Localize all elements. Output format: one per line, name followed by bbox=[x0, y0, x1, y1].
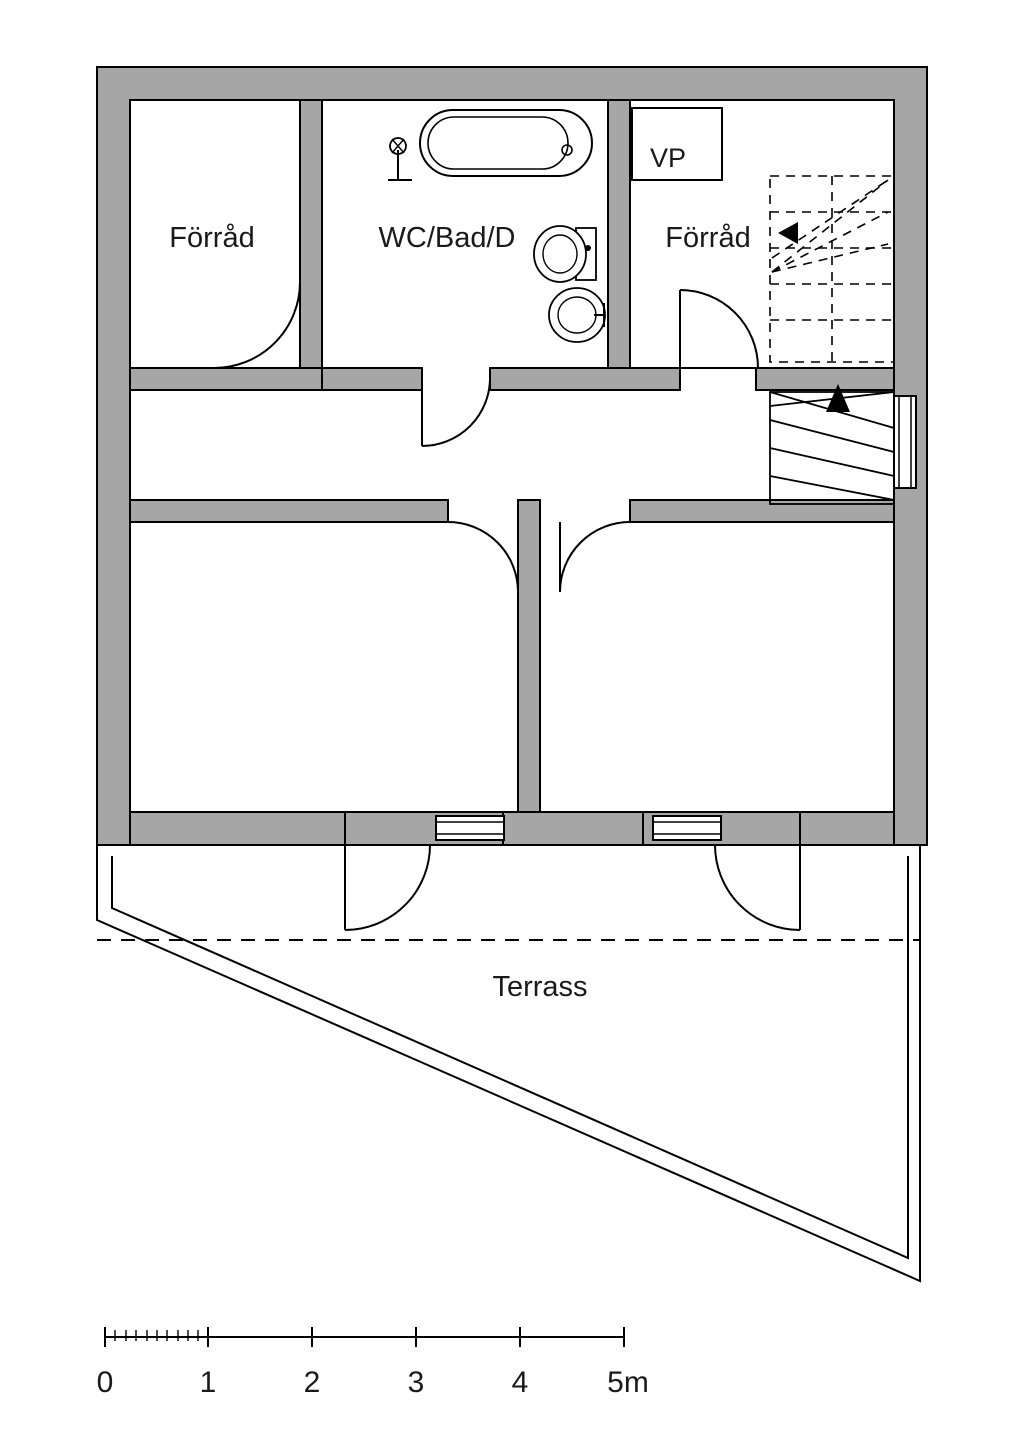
window-south-right bbox=[653, 816, 721, 840]
room-label-terrace: Terrass bbox=[492, 971, 588, 1003]
washbasin-icon bbox=[549, 288, 605, 342]
scale-bar-labels bbox=[97, 1366, 649, 1399]
terrace-outline bbox=[97, 845, 920, 1281]
room-label-storage-left: Förråd bbox=[169, 222, 255, 254]
stair-upper-dashed bbox=[770, 176, 894, 362]
heat-pump-label: VP bbox=[649, 143, 687, 173]
wall-center-lower bbox=[518, 500, 540, 812]
windows bbox=[436, 396, 916, 840]
wall-south-right bbox=[800, 812, 894, 845]
door-bathroom bbox=[422, 378, 490, 446]
door-terrace-right bbox=[715, 845, 800, 930]
scale-bar bbox=[105, 1327, 624, 1347]
door-terrace-left bbox=[345, 845, 430, 930]
wall-stair-landing bbox=[756, 368, 894, 390]
scale-tick-5: 5m bbox=[607, 1366, 649, 1399]
scale-tick-3: 3 bbox=[407, 1366, 425, 1399]
staircase bbox=[770, 176, 894, 504]
bathtub-icon bbox=[420, 110, 592, 176]
stair-direction-left-arrow bbox=[778, 222, 798, 244]
wall-under-bathroom-east bbox=[490, 368, 680, 390]
wall-under-storage-left bbox=[130, 368, 322, 390]
wall-under-bathroom-west bbox=[322, 368, 422, 390]
wall-mid-left bbox=[130, 500, 448, 522]
door-storage-left bbox=[214, 282, 300, 368]
scale-tick-2: 2 bbox=[303, 1366, 321, 1399]
door-room-right bbox=[560, 522, 630, 592]
door-storage-right bbox=[680, 290, 758, 368]
wall-storage-left-bathroom bbox=[300, 100, 322, 378]
scale-tick-4: 4 bbox=[511, 1366, 529, 1399]
window-south-left bbox=[436, 816, 504, 840]
shower-mixer-icon bbox=[388, 138, 412, 180]
door-room-left bbox=[448, 522, 518, 592]
wall-south-left bbox=[130, 812, 345, 845]
room-label-storage-right: Förråd bbox=[665, 222, 751, 254]
room-label-bathroom: WC/Bad/D bbox=[378, 222, 516, 254]
scale-tick-0: 0 bbox=[96, 1366, 114, 1399]
scale-tick-1: 1 bbox=[199, 1366, 217, 1399]
wall-bathroom-storage-right bbox=[608, 100, 630, 378]
heat-pump-box bbox=[632, 108, 722, 180]
toilet-icon bbox=[534, 226, 596, 282]
window-east bbox=[894, 396, 916, 488]
wall-south-center bbox=[503, 812, 643, 845]
interior-walls bbox=[130, 100, 894, 845]
